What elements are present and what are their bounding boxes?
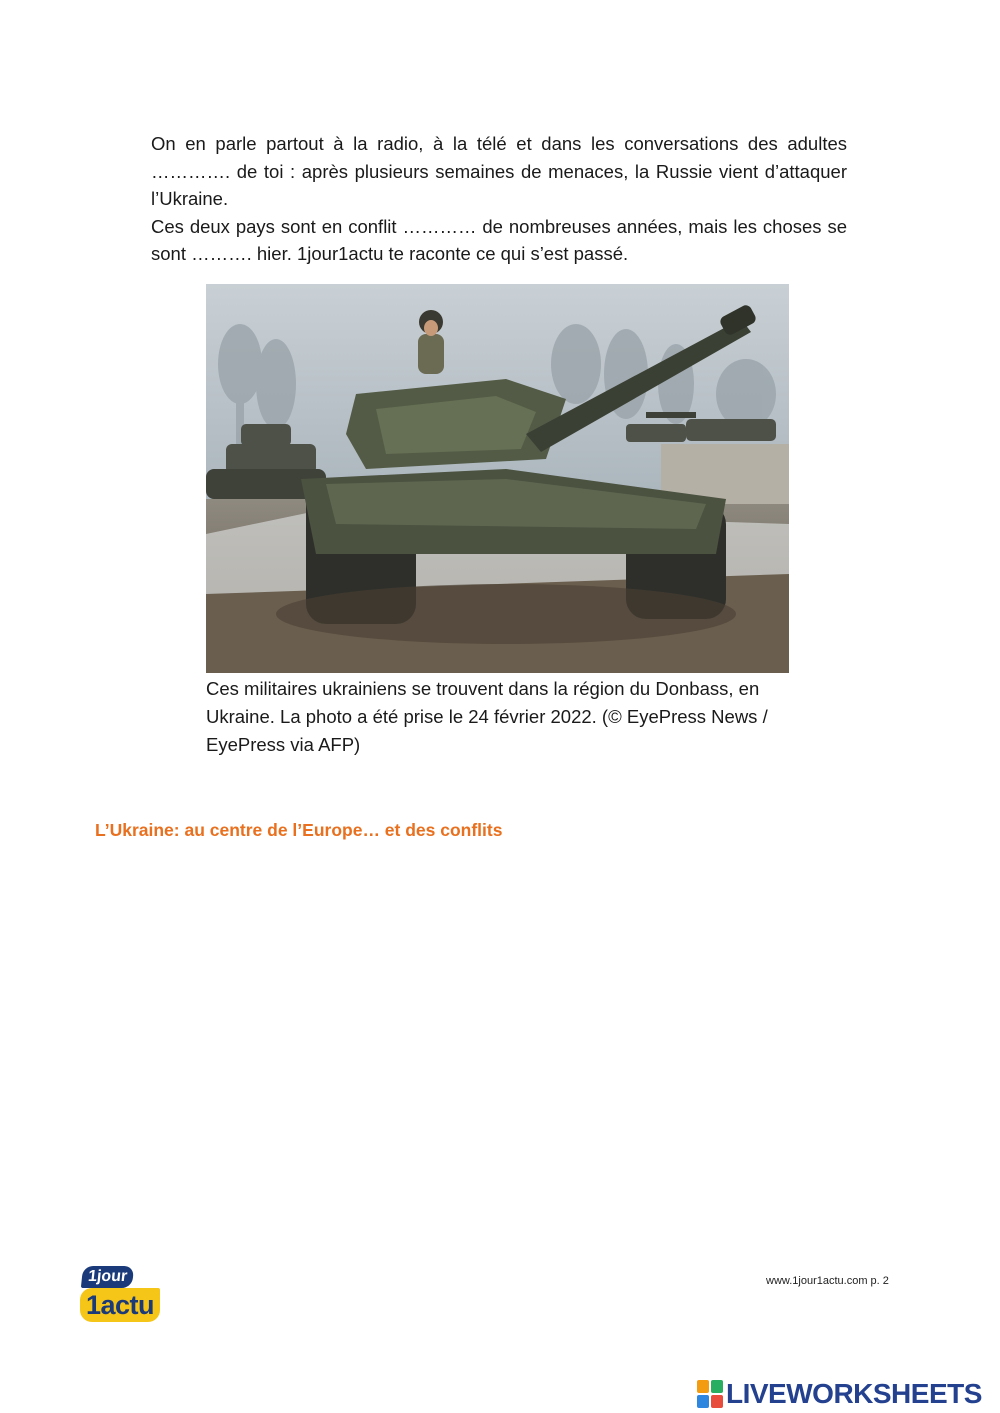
liveworksheets-wordmark: LIVEWORKSHEETS	[726, 1378, 982, 1409]
page-reference: www.1jour1actu.com p. 2	[766, 1275, 889, 1287]
intro-paragraph-2: Ces deux pays sont en conflit ………… de nombreuses années, mais les choses se sont ………. hier. 1jour1actu te raconte ce qui s’est passé.	[151, 215, 847, 264]
photo-caption: Ces militaires ukrainiens se trouvent dans la région du Donbass, en Ukraine. La photo a été prise le 24 février 2022. (© EyePress News / EyePress via AFP)	[206, 678, 768, 755]
liveworksheets-brand	[697, 1377, 982, 1411]
tank-photo	[206, 284, 789, 673]
intro-text	[151, 130, 847, 268]
1jour1actu-logo	[80, 1266, 180, 1326]
logo-bottom-text: 1actu	[80, 1288, 160, 1322]
logo-top-text: 1jour	[81, 1266, 134, 1288]
liveworksheets-cubes-icon	[697, 1380, 723, 1408]
section-title: L’Ukraine: au centre de l’Europe… et des conflits	[95, 820, 503, 840]
intro-paragraph-1: On en parle partout à la radio, à la télé et dans les conversations des adultes …………. de toi : après plusieurs semaines de menaces, la Russie vient d’attaquer l’Ukraine.	[151, 133, 847, 209]
